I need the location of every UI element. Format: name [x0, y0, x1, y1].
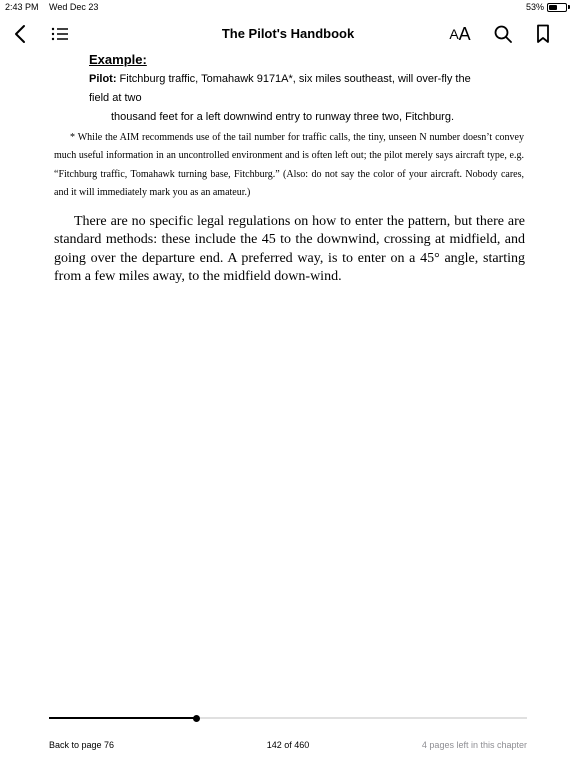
status-right: [526, 0, 570, 14]
font-settings-button[interactable]: [446, 16, 474, 52]
battery-percent: 53%: [525, 2, 544, 12]
example-heading: Example:: [89, 52, 147, 67]
search-icon: [494, 25, 512, 43]
body-paragraph: [54, 213, 525, 286]
font-large-a: A: [458, 23, 471, 44]
reader-footer: [0, 738, 576, 752]
list-icon: [51, 27, 69, 41]
pilot-line-2-text: thousand feet for a left downwind entry to runway three two, Fitchburg.: [111, 111, 455, 123]
pilot-label: Pilot:: [89, 73, 117, 85]
bookmark-icon: [536, 24, 550, 44]
status-date: Wed Dec 23: [49, 2, 99, 12]
pages-left-in-chapter: 4 pages left in this chapter: [421, 740, 527, 750]
reader-toolbar: [0, 16, 576, 52]
status-bar: [0, 0, 576, 14]
body-text: There are no specific legal regulations on how to enter the pattern, but there are standard methods: these include the 45 to the downwind, crossing at midfield, and going over the departure end. A preferred way, is to enter on a 45° angle, starting from a few miles away, to the midfield down-wind.: [54, 214, 525, 284]
footnote-paragraph: [54, 129, 524, 202]
pilot-line-1: [89, 70, 479, 108]
bookmark-button[interactable]: [531, 16, 555, 52]
pilot-example-paragraph: [89, 70, 479, 127]
battery-cap: [568, 5, 570, 9]
progress-fill: [49, 717, 197, 719]
page-count: 142 of 460: [266, 740, 310, 750]
book-title: The Pilot's Handbook: [221, 26, 355, 41]
reading-progress-scrubber[interactable]: [49, 717, 527, 719]
progress-thumb[interactable]: [193, 715, 200, 722]
font-small-a: A: [449, 26, 459, 42]
pilot-line-1-text: Fitchburg traffic, Tomahawk 9171A*, six miles southeast, will over-fly the field at two: [89, 73, 471, 104]
back-button[interactable]: [8, 16, 32, 52]
status-time: 2:43 PM: [5, 2, 39, 12]
footnote-text: * While the AIM recommends use of the tail number for traffic calls, the tiny, unseen N number doesn’t convey much useful information in an uncontrolled environment and is often left out; the pilot merely says aircraft type, e.g. “Fitchburg traffic, Tomahawk turning base, Fitchburg.” (Also: do not say the color of your aircraft. Nobody cares, and it will immediately mark you as an amateur.): [54, 132, 524, 198]
battery-icon: [547, 3, 567, 12]
chevron-left-icon: [14, 24, 26, 44]
battery-level-fill: [549, 5, 557, 10]
back-to-page-link[interactable]: Back to page 76: [49, 740, 115, 750]
table-of-contents-button[interactable]: [48, 16, 72, 52]
search-button[interactable]: [491, 16, 515, 52]
